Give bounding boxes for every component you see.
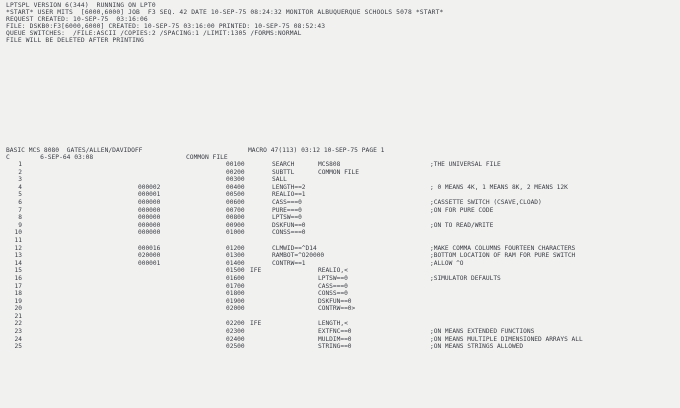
listing-row [0, 336, 680, 344]
statement: CONSS===0 [272, 229, 306, 237]
operand: CONTRW==0> [318, 305, 356, 313]
banner-line-5: QUEUE SWITCHES: /FILE:ASCII /COPIES:2 /SPACING:1 /LIMIT:1305 /FORMS:NORMAL [6, 30, 302, 37]
operand: MCS808 [318, 161, 341, 168]
listing-subtitle-left: C 6-SEP-64 03:08 [6, 154, 94, 161]
listing-row [0, 245, 680, 253]
sequence-number: 00200 [226, 168, 245, 176]
listing-row [0, 267, 680, 275]
sequence-number: 02200 [226, 320, 245, 328]
line-number: 21 [14, 312, 22, 320]
comment: ;ON FOR PURE CODE [430, 206, 494, 214]
assembled-value: 020000 [138, 252, 161, 260]
statement: SALL [272, 176, 287, 184]
sequence-number: 00100 [226, 161, 245, 168]
operand: CONSS==0 [318, 290, 348, 298]
assembled-value: 000000 [138, 221, 161, 229]
line-number: 14 [14, 259, 22, 267]
sequence-number: 01900 [226, 297, 245, 305]
listing-row [0, 305, 680, 313]
line-number: 5 [18, 191, 22, 199]
listing-subtitle-right: COMMON FILE [186, 154, 228, 161]
listing-row [0, 283, 680, 291]
assembled-value: 000016 [138, 244, 161, 252]
listing-row [0, 343, 680, 351]
listing-row [0, 252, 680, 260]
sequence-number: 02400 [226, 335, 245, 343]
assembled-value: 000001 [138, 259, 161, 267]
banner-line-4: FILE: DSKB0:F3[6000,6000] CREATED: 10-SEP-75 03:16:00 PRINTED: 10-SEP-75 08:52:43 [6, 23, 326, 30]
statement: LENGTH==2 [272, 183, 306, 191]
comment: ;CASSETTE SWITCH (CSAVE,CLOAD) [430, 198, 542, 206]
listing-row [0, 229, 680, 237]
listing-row [0, 298, 680, 306]
line-number: 15 [14, 267, 22, 275]
listing-row [0, 290, 680, 298]
listing-row [0, 176, 680, 184]
listing-row [0, 313, 680, 321]
listing-row [0, 260, 680, 268]
sequence-number: 01500 [226, 267, 245, 275]
line-number: 19 [14, 297, 22, 305]
sequence-number: 00700 [226, 206, 245, 214]
line-number: 13 [14, 252, 22, 260]
sequence-number: 00400 [226, 183, 245, 191]
line-number: 4 [18, 183, 22, 191]
line-number: 18 [14, 290, 22, 298]
operand: STRING==0 [318, 343, 352, 351]
statement: CASS===0 [272, 198, 302, 206]
directive: IFE [250, 320, 262, 328]
banner-line-6: FILE WILL BE DELETED AFTER PRINTING [6, 37, 144, 44]
statement: RAMBOT=^O20000 [272, 252, 325, 260]
line-number: 23 [14, 328, 22, 336]
operand: COMMON FILE [318, 168, 359, 176]
listing-row [0, 161, 680, 169]
line-number: 6 [18, 198, 22, 206]
operand: REALIO,< [318, 267, 348, 275]
assembled-value: 000000 [138, 198, 161, 206]
listing-row [0, 214, 680, 222]
line-number: 2 [18, 168, 22, 176]
line-number: 22 [14, 320, 22, 328]
statement: SUBTTL [272, 168, 295, 176]
sequence-number: 01700 [226, 282, 245, 290]
comment: ;ON TO READ/WRITE [430, 221, 494, 229]
directive: IFE [250, 267, 262, 275]
line-number: 24 [14, 335, 22, 343]
statement: PURE===0 [272, 206, 302, 214]
statement: CLMWID==^D14 [272, 244, 317, 252]
line-number: 8 [18, 214, 22, 222]
listing-row [0, 199, 680, 207]
line-number: 3 [18, 176, 22, 184]
sequence-number: 00300 [226, 176, 245, 184]
operand: DSKFUN==0 [318, 297, 352, 305]
operand: LENGTH,< [318, 320, 348, 328]
listing-row [0, 320, 680, 328]
listing-row [0, 237, 680, 245]
sequence-number: 00900 [226, 221, 245, 229]
macro-page-info: MACRO 47(113) 03:12 10-SEP-75 PAGE 1 [248, 147, 385, 154]
comment: ;SIMULATOR DEFAULTS [430, 274, 501, 282]
banner-line-3: REQUEST CREATED: 10-SEP-75 03:16:06 [6, 16, 148, 23]
operand: LPTSW==0 [318, 274, 348, 282]
banner-line-2: *START* USER MITS [6000,6000] JOB F3 SEQ. 42 DATE 10-SEP-75 08:24:32 MONITOR ALBUQUERQUE SCHOOLS 5078 *START* [6, 9, 444, 16]
listing-row [0, 222, 680, 230]
assembled-value: 000000 [138, 229, 161, 237]
operand: CASS===0 [318, 282, 348, 290]
assembled-value: 000001 [138, 191, 161, 199]
line-number: 20 [14, 305, 22, 313]
comment: ;ON MEANS MULTIPLE DIMENSIONED ARRAYS ALL [430, 335, 583, 343]
line-number: 1 [18, 161, 22, 168]
line-number: 16 [14, 274, 22, 282]
statement: LPTSW==0 [272, 214, 302, 222]
banner-line-1: LPTSPL VERSION 6(344) RUNNING ON LPT0 [6, 2, 156, 9]
comment: ; 0 MEANS 4K, 1 MEANS 8K, 2 MEANS 12K [430, 183, 568, 191]
listing-row [0, 207, 680, 215]
sequence-number: 02500 [226, 343, 245, 351]
comment: ;MAKE COMMA COLUMNS FOURTEEN CHARACTERS [430, 244, 576, 252]
source-listing [0, 161, 680, 351]
comment: ;ON MEANS EXTENDED FUNCTIONS [430, 328, 535, 336]
listing-row [0, 328, 680, 336]
statement: CONTRW==1 [272, 259, 306, 267]
line-number: 9 [18, 221, 22, 229]
statement: DSKFUN==0 [272, 221, 306, 229]
listing-row [0, 169, 680, 177]
line-number: 25 [14, 343, 22, 351]
comment: ;ALLOW ^O [430, 259, 464, 267]
listing-row [0, 275, 680, 283]
line-number: 7 [18, 206, 22, 214]
assembled-value: 000002 [138, 183, 161, 191]
assembled-value: 000000 [138, 206, 161, 214]
listing-row [0, 191, 680, 199]
comment: ;ON MEANS STRINGS ALLOWED [430, 343, 524, 351]
operand: MULDIM==0 [318, 335, 352, 343]
comment: ;BOTTOM LOCATION OF RAM FOR PURE SWITCH [430, 252, 576, 260]
sequence-number: 01600 [226, 274, 245, 282]
sequence-number: 00600 [226, 198, 245, 206]
assembled-value: 000000 [138, 214, 161, 222]
sequence-number: 00800 [226, 214, 245, 222]
line-number: 17 [14, 282, 22, 290]
sequence-number: 01800 [226, 290, 245, 298]
operand: EXTFNC==0 [318, 328, 352, 336]
sequence-number: 01400 [226, 259, 245, 267]
sequence-number: 00500 [226, 191, 245, 199]
line-number: 12 [14, 244, 22, 252]
sequence-number: 02300 [226, 328, 245, 336]
line-number: 10 [14, 229, 22, 237]
line-number: 11 [14, 236, 22, 244]
statement: REALIO==1 [272, 191, 306, 199]
comment: ;THE UNIVERSAL FILE [430, 161, 501, 168]
listing-title: BASIC MCS 8080 GATES/ALLEN/DAVIDOFF [6, 147, 143, 154]
sequence-number: 01300 [226, 252, 245, 260]
sequence-number: 01000 [226, 229, 245, 237]
listing-row [0, 184, 680, 192]
sequence-number: 01200 [226, 244, 245, 252]
sequence-number: 02000 [226, 305, 245, 313]
statement: SEARCH [272, 161, 295, 168]
